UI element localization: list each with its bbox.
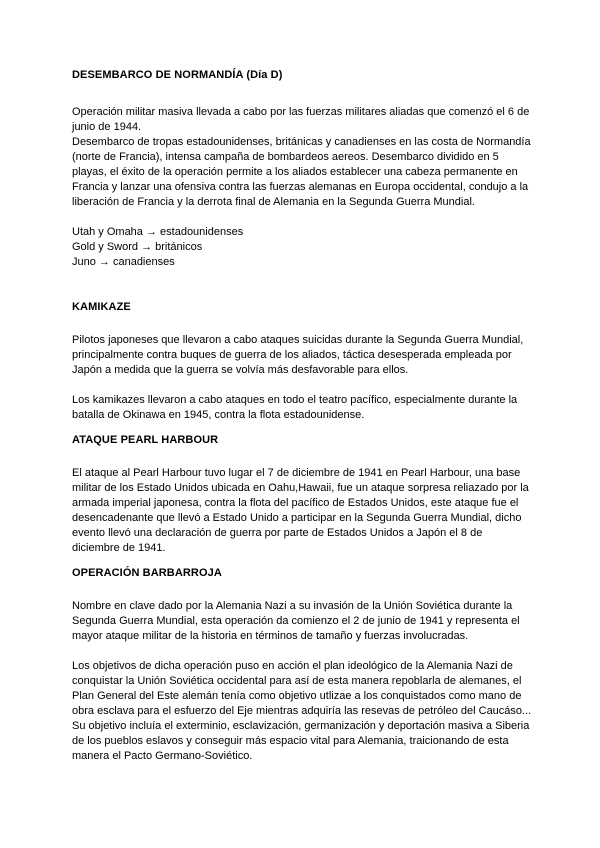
spacer [72,581,532,599]
spacer [72,210,532,225]
heading-pearl-harbour: ATAQUE PEARL HARBOUR [72,434,219,446]
paragraph-pearl-harbour-1: El ataque al Pearl Harbour tuvo lugar el 7 de diciembre de 1941 en Pearl Harbour, una base militar de los Estado Unidos ubicada en Oahu,Hawaii, fue un ataque sorpresa reliazado por la armada imperial japonesa, contra la flota del pacífico de Estados Unidos, este ataque fue el desencadenante que llevó a Estado Unido a participar en la Segunda Guerra Mundial, dicho evento llevó una declaración de guerra por parte de Estados Unidos a Japón el 8 de diciembre de 1941. [72,467,529,554]
list-item-beach-us: Utah y Omaha → estadounidenses [72,226,244,238]
paragraph-kamikaze-2: Los kamikazes llevaron a cabo ataques en todo el teatro pacífico, especialmente durante la batalla de Okinawa en 1945, contra la flota estadounidense. [72,394,518,421]
heading-normandia: DESEMBARCO DE NORMANDÍA (Día D) [72,69,283,81]
paragraph-barbarroja-2: Los objetivos de dicha operación puso en acción el plan ideológico de la Alemania Nazi de conquistar la Unión Soviética occidental para así de esta manera repoblarla de alemanes, el Plan General del Este alemán tenía como objetivo utlizae a los conquistados como mano de obra esclava para el esfuerzo del Eje mientras adquiría las resevas de petróleo del Caucáso... Su objetivo incluía el exterminio, esclavización, germanización y deportación masiva a Siberia de los pueblos eslavos y conseguir más espacio vital para Alemania, traicionando de esta manera el Pacto Germano-Soviético. [72,660,532,762]
document-page [72,68,532,764]
spacer [72,270,532,300]
paragraph-barbarroja-1: Nombre en clave dado por la Alemania Nazi a su invasión de la Unión Soviética durante la Segunda Guerra Mundial, esta operación da comienzo el 2 de junio de 1941 y representa el mayor ataque militar de la historia en términos de tamaño y fuerzas involucradas. [72,600,520,642]
paragraph-normandia-1: Operación militar masiva llevada a cabo por las fuerzas militares aliadas que comenzó el 6 de junio de 1944. [72,106,530,133]
paragraph-normandia-2: Desembarco de tropas estadounidenses, británicas y canadienses en las costa de Normandía (norte de Francia), intensa campaña de bombardeos aereos. Desembarco dividido en 5 playas, el éxito de la operación permite a los aliados establecer una cabeza permanente en Francia y lanzar una ofensiva contra las fuerzas alemanas en Europa occidental, condujo a la liberación de Francia y la derrota final de Alemania en la Segunda Guerra Mundial. [72,136,531,208]
list-item-beach-uk: Gold y Sword → británicos [72,241,203,253]
spacer [72,448,532,466]
list-item-beach-ca: Juno → canadienses [72,256,175,268]
spacer [72,378,532,393]
spacer [72,644,532,659]
spacer [72,315,532,333]
spacer [72,556,532,566]
spacer [72,83,532,105]
paragraph-kamikaze-1: Pilotos japoneses que llevaron a cabo ataques suicidas durante la Segunda Guerra Mundial, principalmente contra buques de guerra de los aliados, táctica desesperada empleada por Japón a medida que la guerra se volvía más desfavorable para ellos. [72,334,524,376]
spacer [72,423,532,433]
heading-kamikaze: KAMIKAZE [72,301,131,313]
heading-barbarroja: OPERACIÓN BARBARROJA [72,567,222,579]
